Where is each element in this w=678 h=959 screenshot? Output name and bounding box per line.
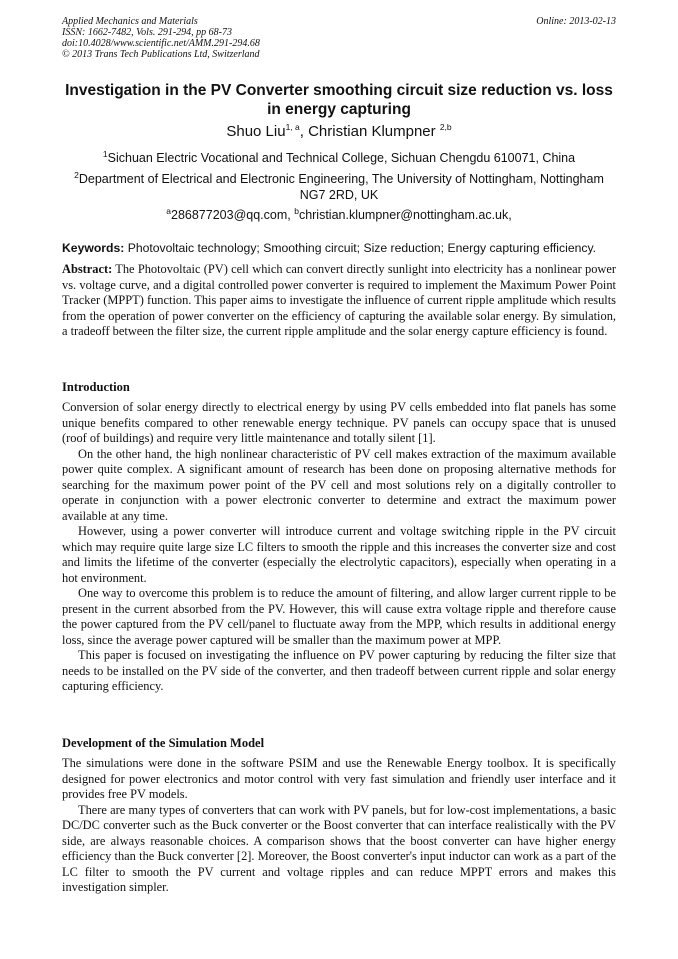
paragraph: There are many types of converters that can work with PV panels, but for low-cost implementations, a basic DC/DC converter such as the Buck converter or the Boost converter that can interface realistically with the PV side, are always reasonable choices. A comparison shows that the boost converter can have higher energy efficiency than the Buck converter [2]. Moreover, the Boost converter's input inductor can work as a part of the LC filter to smooth the PV current and voltage ripples and can reduce MPPT errors and makes this investigation simpler.: [62, 802, 616, 894]
author-separator: ,: [299, 123, 309, 140]
keywords: [62, 240, 622, 256]
affiliation-number: 2: [74, 169, 79, 180]
author-superscript: 1, a: [285, 122, 300, 132]
email-superscript: a: [166, 205, 171, 216]
abstract-text: The Photovoltaic (PV) cell which can convert directly sunlight into electricity has a nonlinear power vs. voltage curve, and a digital controlled power converter is required to implement the Maximum Power Point Tracker (MPPT) function. This paper aims to investigate the influence of current ripple amplitude which results from the operation of power converter on the efficiency of capturing the available solar energy. By simulation, a tradeoff between the filter size, the current ripple amplitude and the solar energy capture efficiency is found.: [62, 262, 616, 338]
author-name: Shuo Liu: [226, 123, 286, 140]
email-line: [62, 207, 616, 223]
paragraph: On the other hand, the high nonlinear characteristic of PV cell makes extraction of the maximum available power quite complex. A significant amount of research has been done on proposing alternative methods for searching for the maximum power point of the PV cell and most solutions rely on a digitally controller to operate in conjunction with a power electronic converter to determine and extract the maximum power available at any time.: [62, 446, 616, 523]
doi-line: doi:10.4028/www.scientific.net/AMM.291-294.68: [62, 38, 260, 49]
development-body: [62, 756, 616, 896]
email-b: christian.klumpner@nottingham.ac.uk,: [298, 208, 512, 222]
abstract: [62, 262, 616, 340]
paragraph: The simulations were done in the software PSIM and use the Renewable Energy toolbox. It is specifically designed for power electronics and motor control with very fast simulation and friendly user interface and it provides free PV models.: [62, 756, 616, 801]
affiliation-number: 1: [102, 148, 108, 159]
online-date: Online: 2013-02-13: [536, 16, 616, 27]
introduction-body: [62, 400, 616, 695]
keywords-text: Photovoltaic technology; Smoothing circuit; Size reduction; Energy capturing efficiency.: [124, 241, 597, 255]
paragraph: Conversion of solar energy directly to electrical energy by using PV cells embedded into flat panels has some unique benefits compared to other renewable energy technique. PV panels can occupy space that is unused (roof of buildings) and require very little maintenance and totally silent [1].: [62, 400, 616, 445]
paragraph: One way to overcome this problem is to reduce the amount of filtering, and allow larger current ripple to be present in the current absorbed from the PV. However, this will cause extra voltage ripple and therefore cause the power captured from the PV cell/panel to fluctuate away from the MPP, which results in additional energy loss, since the average power captured will be smaller than the maximum power at MPP.: [62, 586, 616, 647]
issn-line: ISSN: 1662-7482, Vols. 291-294, pp 68-73: [62, 27, 232, 38]
paragraph: This paper is focused on investigating the influence on PV power capturing by reducing the filter size that needs to be installed on the PV side of the converter, and then tradeoff between current ripple and solar energy capturing efficiency.: [62, 648, 616, 693]
affiliation-text: Department of Electrical and Electronic Engineering, The University of Nottingham, Nottingham NG7 2RD, UK: [78, 172, 604, 202]
author-name: Christian Klumpner: [308, 123, 436, 140]
paragraph: However, using a power converter will introduce current and voltage switching ripple in the PV circuit which may require quite large size LC filters to smooth the ripple and this increases the converter size and cost and limits the lifetime of the converter (especially the electrolytic capacitors), especially when operating in a hot environment.: [62, 524, 616, 585]
affiliation-1: [62, 150, 616, 166]
author-line: [62, 122, 616, 142]
affiliation-2: [62, 171, 616, 203]
email-superscript: b: [294, 205, 299, 216]
journal-header: [62, 16, 616, 60]
section-heading-introduction: Introduction: [62, 380, 130, 394]
copyright-line: © 2013 Trans Tech Publications Ltd, Switzerland: [62, 49, 260, 60]
author-superscript: 2,b: [439, 122, 452, 132]
email-a: 286877203@qq.com,: [171, 208, 295, 222]
paper-title: Investigation in the PV Converter smoothing circuit size reduction vs. loss in energy capturing: [65, 82, 613, 118]
journal-name: Applied Mechanics and Materials: [62, 16, 198, 27]
keywords-label: Keywords:: [62, 241, 125, 255]
section-heading-development: Development of the Simulation Model: [62, 736, 265, 750]
affiliation-text: Sichuan Electric Vocational and Technical College, Sichuan Chengdu 610071, China: [107, 151, 576, 165]
abstract-label: Abstract:: [62, 262, 113, 276]
